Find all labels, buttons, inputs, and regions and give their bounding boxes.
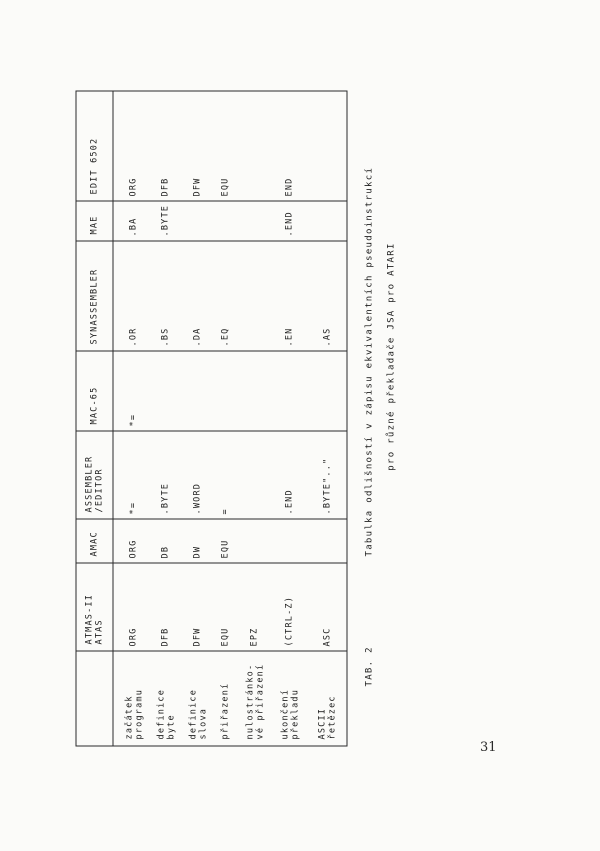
table-cell: ORG	[113, 519, 149, 563]
table-cell: ORG	[113, 91, 149, 201]
caption-tab-label: TAB. 2	[364, 645, 374, 686]
table-cell	[239, 351, 271, 431]
header-assembler-editor: ASSEMBLER /EDITOR	[76, 431, 113, 519]
header-atmas: ATMAS-II ATAS	[76, 563, 113, 651]
table-cell: .EN	[271, 241, 309, 351]
table-row	[309, 91, 347, 746]
pseudo-instruction-table	[75, 90, 347, 746]
table-cell: (CTRL-Z)	[271, 563, 309, 651]
table-cell: DFW	[183, 91, 213, 201]
table-cell	[239, 241, 271, 351]
table-cell	[239, 201, 271, 241]
caption-line-2: pro různé překladače JSA pro ATARI	[386, 241, 396, 471]
row-label: definice slova	[183, 651, 213, 746]
row-label: nulostránko- vé přiřazení	[239, 651, 271, 746]
table-cell	[309, 201, 347, 241]
table-cell: EQU	[213, 91, 239, 201]
table-cell: .BYTE".."	[309, 431, 347, 519]
table-cell	[183, 201, 213, 241]
table-cell	[149, 351, 183, 431]
table-cell: EPZ	[239, 563, 271, 651]
table-cell: .END	[271, 201, 309, 241]
table-cell: =	[213, 431, 239, 519]
row-label: definice byte	[149, 651, 183, 746]
table-cell: .AS	[309, 241, 347, 351]
table-cell: .BYTE	[149, 201, 183, 241]
rotated-content	[75, 91, 415, 746]
table-cell	[183, 351, 213, 431]
table-cell	[309, 91, 347, 201]
table-cell: ASC	[309, 563, 347, 651]
table-cell: *=	[113, 351, 149, 431]
table-cell: .BA	[113, 201, 149, 241]
table-cell	[213, 201, 239, 241]
table-cell: .EQ	[213, 241, 239, 351]
table-caption	[358, 156, 402, 686]
table-cell: DFB	[149, 91, 183, 201]
row-label: ASCII řetězec	[309, 651, 347, 746]
table-cell: END	[271, 91, 309, 201]
table-cell	[239, 431, 271, 519]
table-cell	[271, 351, 309, 431]
table-row	[149, 91, 183, 746]
table-cell: DW	[183, 519, 213, 563]
table-row	[213, 91, 239, 746]
table-header-row	[76, 91, 113, 746]
table-cell: .OR	[113, 241, 149, 351]
table-cell	[309, 519, 347, 563]
header-mac65: MAC-65	[76, 351, 113, 431]
table-cell	[309, 351, 347, 431]
table-cell: ORG	[113, 563, 149, 651]
table-cell	[213, 351, 239, 431]
table-cell: .BS	[149, 241, 183, 351]
table-row	[113, 91, 149, 746]
table-cell: DB	[149, 519, 183, 563]
table-cell: DFW	[183, 563, 213, 651]
table-row	[271, 91, 309, 746]
header-amac: AMAC	[76, 519, 113, 563]
table-cell: .BYTE	[149, 431, 183, 519]
header-label-column	[76, 651, 113, 746]
table-cell: .END	[271, 431, 309, 519]
table-row	[239, 91, 271, 746]
table-cell: EQU	[213, 519, 239, 563]
row-label: začátek programu	[113, 651, 149, 746]
caption-line-1: TAB. 2Tabulka odlišností v zápisu ekvivalentních pseudoinstrukcí	[358, 156, 380, 686]
page-number: 31	[480, 740, 497, 755]
table-cell	[239, 519, 271, 563]
header-synassembler: SYNASSEMBLER	[76, 241, 113, 351]
table-cell	[239, 91, 271, 201]
row-label: přiřazení	[213, 651, 239, 746]
header-mae: MAE	[76, 201, 113, 241]
table-cell: DFB	[149, 563, 183, 651]
header-edit6502: EDIT 6502	[76, 91, 113, 201]
table-cell: .WORD	[183, 431, 213, 519]
row-label: ukončení překladu	[271, 651, 309, 746]
table-cell: *=	[113, 431, 149, 519]
table-row	[183, 91, 213, 746]
table-cell	[271, 519, 309, 563]
table-cell: .DA	[183, 241, 213, 351]
table-cell: EQU	[213, 563, 239, 651]
